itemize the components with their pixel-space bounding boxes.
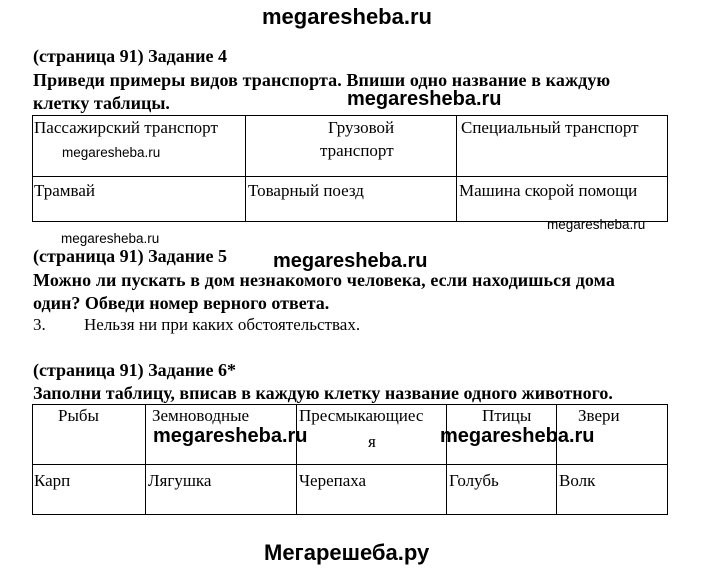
watermark-table1-right: megaresheba.ru <box>547 217 646 232</box>
table2-header-amphibians: Земноводные <box>152 406 250 425</box>
task5-answer-number: 3. <box>33 315 46 334</box>
task4-question-line1: Приведи примеры видов транспорта. Впиши одно название в каждую <box>33 70 611 90</box>
task4-title: (страница 91) Задание 4 <box>33 46 228 66</box>
table2-cell-mammals: Волк <box>559 471 596 490</box>
task6-question: Заполни таблицу, вписав в каждую клетку название одного животного. <box>33 383 613 403</box>
table1-header-passenger: Пассажирский транспорт <box>34 118 218 137</box>
watermark-before-task5: megaresheba.ru <box>61 231 160 246</box>
table2-header-mammals: Звери <box>578 406 620 425</box>
table2-header-birds: Птицы <box>482 406 532 425</box>
table1-header-special: Специальный транспорт <box>461 118 639 137</box>
watermark-table2-right: megaresheba.ru <box>440 425 595 447</box>
task5-answer-text: Нельзя ни при каких обстоятельствах. <box>84 315 361 334</box>
task5-question-line1: Можно ли пускать в дом незнакомого человека, если находишься дома <box>33 270 615 290</box>
task5-title: (страница 91) Задание 5 <box>33 246 228 266</box>
watermark-table2-left: megaresheba.ru <box>153 425 308 447</box>
table2-cell-fish: Карп <box>34 471 71 490</box>
watermark-task4: megaresheba.ru <box>347 88 502 110</box>
table2-header-reptiles-line2: я <box>368 432 376 451</box>
watermark-top: megaresheba.ru <box>262 4 432 29</box>
table1-header-cargo-line1: Грузовой <box>328 118 395 137</box>
task6-title: (страница 91) Задание 6* <box>33 360 237 380</box>
watermark-bottom: Мегарешеба.ру <box>264 540 430 565</box>
table2-cell-birds: Голубь <box>449 471 499 490</box>
table2-header-reptiles-line1: Пресмыкающиес <box>299 406 424 425</box>
table1-cell-special: Машина скорой помощи <box>459 181 638 200</box>
table2-header-fish: Рыбы <box>58 406 99 425</box>
task5-question-line2: один? Обведи номер верного ответа. <box>33 293 330 313</box>
table2-cell-amphibians: Лягушка <box>148 471 212 490</box>
watermark-task5: megaresheba.ru <box>273 250 428 272</box>
table1-cell-passenger: Трамвай <box>34 181 95 200</box>
table2-cell-reptiles: Черепаха <box>299 471 367 490</box>
watermark-table1-cell: megaresheba.ru <box>62 145 161 160</box>
task4-question-line2: клетку таблицы. <box>33 93 170 113</box>
table1-cell-cargo: Товарный поезд <box>248 181 364 200</box>
table1-header-cargo-line2: транспорт <box>320 141 394 160</box>
